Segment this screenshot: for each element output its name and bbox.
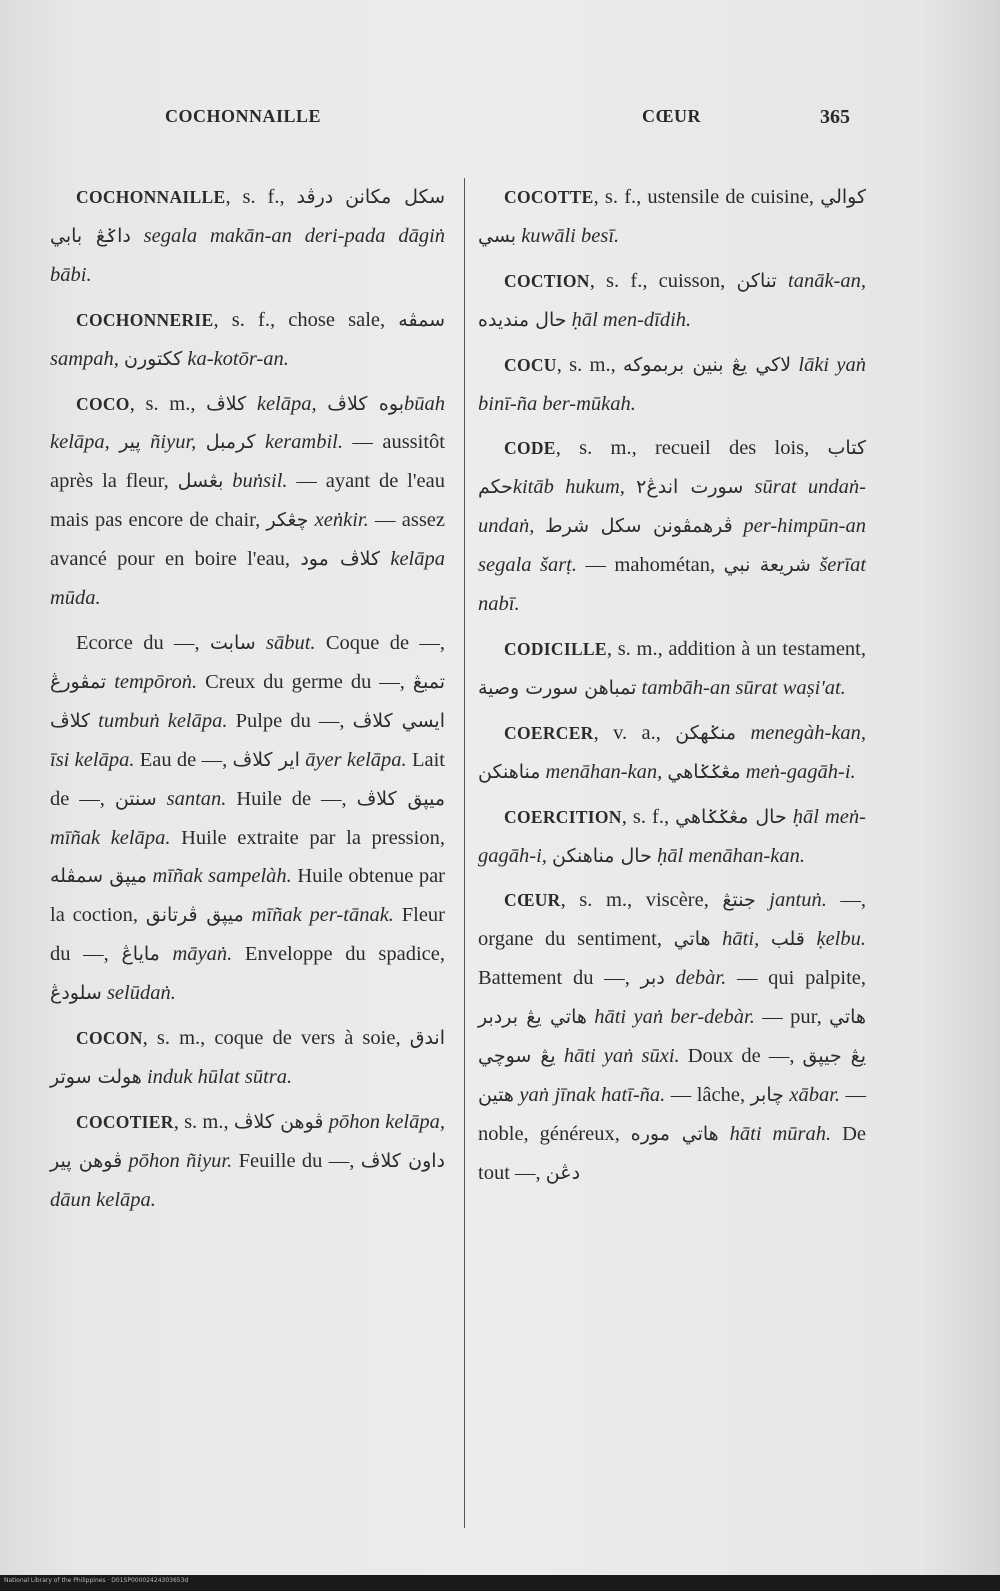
definition-text: Coque de —, <box>315 631 446 654</box>
transliteration: jantuṅ. <box>769 889 827 912</box>
transliteration: selūdaṅ. <box>106 982 176 1005</box>
transliteration: tempōroṅ. <box>114 670 198 693</box>
jawi-text: كلاڤ <box>206 392 247 415</box>
transliteration: pōhon ñiyur. <box>128 1149 233 1172</box>
definition-text <box>223 470 232 492</box>
definition-text: , s. f., <box>621 805 676 828</box>
definition-text: Battement du —, <box>478 967 641 990</box>
definition-text: Huile de —, <box>226 787 357 810</box>
definition-text: — aussitôt après la fleur, <box>50 431 446 493</box>
definition-text <box>733 515 744 537</box>
entry-headword: COERCITION <box>504 806 622 827</box>
jawi-text: بوه كلاڤ <box>327 392 404 415</box>
jawi-text: سمڤه <box>398 308 445 331</box>
transliteration: tambāh-an sūrat waṣi'at. <box>641 676 846 699</box>
jawi-text: سورت اندڠ٢ <box>636 476 744 499</box>
scan-footer <box>0 1575 1000 1591</box>
definition-text: Pulpe du —, <box>227 709 353 732</box>
definition-text: , v. a., <box>593 721 676 744</box>
transliteration: mīñak sampelàh. <box>152 865 292 888</box>
transliteration: segala makān-an deri-pada dāgiṅ bābi. <box>50 224 446 286</box>
jawi-text: كوالي بسي <box>478 186 866 247</box>
dictionary-entry <box>50 624 445 1013</box>
jawi-text: دڠن <box>545 1161 581 1184</box>
definition-text <box>90 710 98 732</box>
jawi-text: ميڽق ڤرتانق <box>145 904 244 927</box>
jawi-text: تمبڠ كلاڤ <box>50 670 445 732</box>
definition-text: , s. f., chose sale, <box>213 308 399 331</box>
definition-text: — mahométan, <box>577 554 724 577</box>
transliteration: ḥāl menāhan-kan. <box>656 844 805 867</box>
definition-text <box>131 225 144 247</box>
jawi-text: كرمبل <box>205 431 256 454</box>
definition-text <box>556 1045 564 1067</box>
jawi-text: هاتي يڠ سوچي <box>478 1006 866 1068</box>
jawi-text: ماياڠ <box>121 943 160 966</box>
transliteration: tanāk-an, <box>788 269 866 292</box>
transliteration: sābut. <box>265 631 316 654</box>
jawi-text: ميڽق سمڤله <box>50 865 147 888</box>
jawi-text: يڠ جيڽق هتين <box>478 1045 867 1106</box>
entry-headword: COERCER <box>504 722 594 743</box>
definition-text: Feuille du —, <box>232 1149 361 1172</box>
jawi-text: كلاڤ مود <box>300 548 381 571</box>
transliteration: ḳelbu. <box>816 928 866 951</box>
definition-text: —, organe du sentiment, <box>478 889 866 951</box>
definition-text <box>711 928 723 950</box>
definition-text: De tout —, <box>478 1122 866 1184</box>
transliteration: mīñak kelāpa. <box>50 826 171 849</box>
transliteration: ka-kotōr-an. <box>187 347 289 370</box>
entry-headword: COCON <box>76 1028 143 1049</box>
transliteration: induk hūlat sūtra. <box>146 1065 293 1088</box>
dictionary-entry <box>478 429 866 624</box>
dictionary-entry <box>50 1019 445 1097</box>
jawi-text: تمڤورڠ <box>50 670 107 693</box>
jawi-text: ڤرهمڤونن سكل شرط <box>545 515 733 538</box>
entry-headword: CODICILLE <box>504 638 607 659</box>
dictionary-entry <box>478 881 866 1192</box>
jawi-text: ككتورن <box>124 347 183 370</box>
jawi-text: اير كلاڤ <box>232 748 300 771</box>
dictionary-entry <box>478 630 866 708</box>
transliteration: ḥāl meṅ-gagāh-i, <box>478 805 866 867</box>
scan-credit: National Library of the Philippines · D01SP00002424303653d <box>4 1577 189 1584</box>
transliteration: xeṅkir. <box>314 509 369 532</box>
definition-text <box>719 1123 730 1145</box>
definition-text: , s. m., recueil des lois, <box>555 437 828 460</box>
definition-text <box>160 943 173 965</box>
dictionary-entry <box>50 178 445 295</box>
dictionary-entry <box>50 301 445 379</box>
definition-text: , s. f., <box>225 186 297 208</box>
header-left-word: COCHONNAILLE <box>165 106 322 126</box>
jawi-text: هاتي موره <box>630 1122 719 1145</box>
transliteration: mīñak per-tānak. <box>251 904 394 927</box>
definition-text <box>665 967 676 989</box>
jawi-text: بڠسل <box>177 470 224 493</box>
transliteration: meṅ-gagāh-i. <box>745 760 856 783</box>
transliteration: kitāb hukum, <box>512 476 637 499</box>
definition-text: Doux de —, <box>679 1045 803 1068</box>
transliteration: māyaṅ. <box>172 943 233 966</box>
transliteration: tumbuṅ kelāpa. <box>98 709 228 732</box>
transliteration: īsi kelāpa. <box>50 748 135 771</box>
transliteration: būah kelāpa, <box>50 392 445 454</box>
transliteration: buṅsil. <box>232 470 288 493</box>
jawi-text: لاكي يڠ بنين بربموكه <box>623 353 792 376</box>
dictionary-entry <box>478 714 866 792</box>
transliteration: lāki yaṅ binī-ña ber-mūkah. <box>478 353 867 415</box>
definition-text: , s. m., <box>173 1110 234 1133</box>
transliteration: santan. <box>166 787 227 810</box>
transliteration: xābar. <box>789 1083 841 1106</box>
transliteration: āyer kelāpa. <box>305 748 407 771</box>
transliteration: kelāpa, <box>256 392 328 415</box>
jawi-text: جنتڠ <box>722 889 756 912</box>
dictionary-entry <box>50 1103 445 1220</box>
jawi-text: تناكن <box>736 269 777 292</box>
definition-text: Huile obtenue par la coction, <box>50 865 445 927</box>
jawi-text: سكل مكانن <box>345 186 445 208</box>
definition-text <box>106 671 114 693</box>
transliteration: menāhan-kan, <box>545 760 668 783</box>
jawi-text: سنتن <box>114 787 157 810</box>
page-number: 365 <box>820 106 850 128</box>
definition-text <box>256 632 266 654</box>
transliteration: pōhon kelāpa, <box>328 1110 445 1133</box>
jawi-text: شريعة نبي <box>723 554 811 577</box>
transliteration: kelāpa mūda. <box>50 548 446 610</box>
entry-headword: COCOTIER <box>76 1111 174 1132</box>
transliteration: sūrat undaṅ-undaṅ, <box>478 476 866 538</box>
definition-text: , s. m., coque de vers à soie, <box>142 1027 410 1050</box>
definition-text: Huile extraite par la pression, <box>170 826 445 849</box>
definition-text <box>244 904 252 926</box>
jawi-text: حال مڠݢݢاهي <box>675 805 787 828</box>
definition-text <box>736 722 750 744</box>
entry-headword: CODE <box>504 438 556 459</box>
definition-text: , s. m., addition à un testament, <box>606 637 866 660</box>
jawi-text: كتاب حكم <box>478 437 866 499</box>
jawi-text: اندق هولت سوتر <box>50 1027 445 1088</box>
definition-text <box>743 476 754 498</box>
jawi-text: ڤوهن كلاڤ <box>233 1110 324 1133</box>
definition-text <box>246 393 257 415</box>
jawi-text: سابت <box>210 631 256 654</box>
jawi-text: قلب <box>770 928 805 951</box>
column-divider <box>464 178 465 1528</box>
jawi-text: حال منديده <box>478 308 567 331</box>
definition-text: , s. m., viscère, <box>560 889 723 912</box>
definition-text <box>256 431 265 453</box>
definition-text <box>157 788 167 810</box>
dictionary-entry <box>50 385 445 618</box>
right-column <box>478 178 866 1199</box>
definition-text: , s. f., ustensile de cuisine, <box>593 186 821 208</box>
transliteration: kuwāli besī. <box>521 224 620 247</box>
jawi-text: سلودڠ <box>50 982 102 1005</box>
definition-text: — ayant de l'eau mais pas encore de chair, <box>50 470 445 532</box>
definition-text: , s. f., cuisson, <box>589 269 737 292</box>
jawi-text: هاتي يڠ بردبر <box>478 1006 587 1029</box>
running-header <box>0 106 1000 136</box>
dictionary-entry <box>478 178 866 256</box>
entry-headword: COCOTTE <box>504 187 594 207</box>
transliteration: ḥāl men-dīdih. <box>571 308 692 331</box>
jawi-text: مناهنكن <box>478 760 541 783</box>
definition-text: Lait de —, <box>50 748 446 810</box>
entry-headword: CŒUR <box>504 890 561 911</box>
definition-text: — qui palpite, <box>726 967 867 990</box>
jawi-text: دبر <box>640 967 665 990</box>
transliteration: hāti yaṅ ber-debàr. <box>594 1006 755 1029</box>
definition-text: , s. m., <box>129 392 207 415</box>
definition-text <box>333 186 345 208</box>
jawi-text: درڤد داݢڠ بابي <box>50 186 334 247</box>
definition-text: Creux du germe du —, <box>197 670 413 693</box>
jawi-text: حال مناهنكن <box>552 844 652 867</box>
jawi-text: پير <box>119 431 141 454</box>
definition-text: Eau de —, <box>134 748 233 771</box>
definition-text: , s. m., <box>556 353 624 376</box>
transliteration: menegàh-kan, <box>750 721 866 744</box>
transliteration: hāti yaṅ sūxi. <box>563 1045 680 1068</box>
definition-text: — lâche, <box>665 1083 751 1106</box>
definition-text <box>380 548 390 570</box>
dictionary-entry <box>478 798 866 876</box>
transliteration: hāti mūrah. <box>729 1122 832 1145</box>
entry-headword: COCHONNERIE <box>76 309 214 330</box>
transliteration: debàr. <box>675 967 727 990</box>
entry-headword: COCU <box>504 354 557 375</box>
definition-text <box>805 928 817 950</box>
jawi-text: هاتي <box>673 928 711 951</box>
jawi-text: منݢهكن <box>675 721 737 744</box>
transliteration: ñiyur, <box>150 431 206 454</box>
jawi-text: مڠݢݢاهي <box>667 760 741 783</box>
definition-text: — pur, <box>754 1006 830 1029</box>
definition-text: Fleur du —, <box>50 904 446 966</box>
definition-text <box>777 270 788 292</box>
jawi-text: ميڽق كلاڤ <box>356 787 445 810</box>
transliteration: dāun kelāpa. <box>50 1188 156 1211</box>
transliteration: per-himpūn-an segala šarṭ. <box>478 515 866 577</box>
definition-text <box>756 889 770 911</box>
definition-text: Ecorce du —, <box>76 631 210 654</box>
transliteration: sampah, <box>50 347 125 370</box>
header-right-word: CŒUR <box>642 106 701 126</box>
jawi-text: داون كلاڤ <box>360 1149 445 1172</box>
transliteration: hāti, <box>722 928 771 951</box>
definition-text <box>141 431 150 453</box>
jawi-text: چڠكر <box>266 509 309 532</box>
transliteration: yaṅ jīnak hatī-ña. <box>519 1083 666 1106</box>
jawi-text: چابر <box>750 1083 784 1106</box>
jawi-text: ڤوهن پير <box>50 1149 123 1172</box>
entry-headword: COCTION <box>504 270 590 291</box>
definition-text: — noble, généreux, <box>478 1083 867 1145</box>
jawi-text: ايسي كلاڤ <box>352 709 446 732</box>
left-column <box>50 178 445 1226</box>
entry-headword: COCO <box>76 393 130 414</box>
transliteration: šerīat nabī. <box>478 554 867 616</box>
transliteration: kerambil. <box>265 431 343 454</box>
jawi-text: تمباهن سورت وصية <box>478 676 637 699</box>
definition-text: Enveloppe du spadice, <box>232 943 445 966</box>
dictionary-entry <box>478 262 866 340</box>
entry-headword: COCHONNAILLE <box>76 187 226 207</box>
dictionary-entry <box>478 346 866 424</box>
definition-text: — assez avancé pour en boire l'eau, <box>50 509 445 571</box>
